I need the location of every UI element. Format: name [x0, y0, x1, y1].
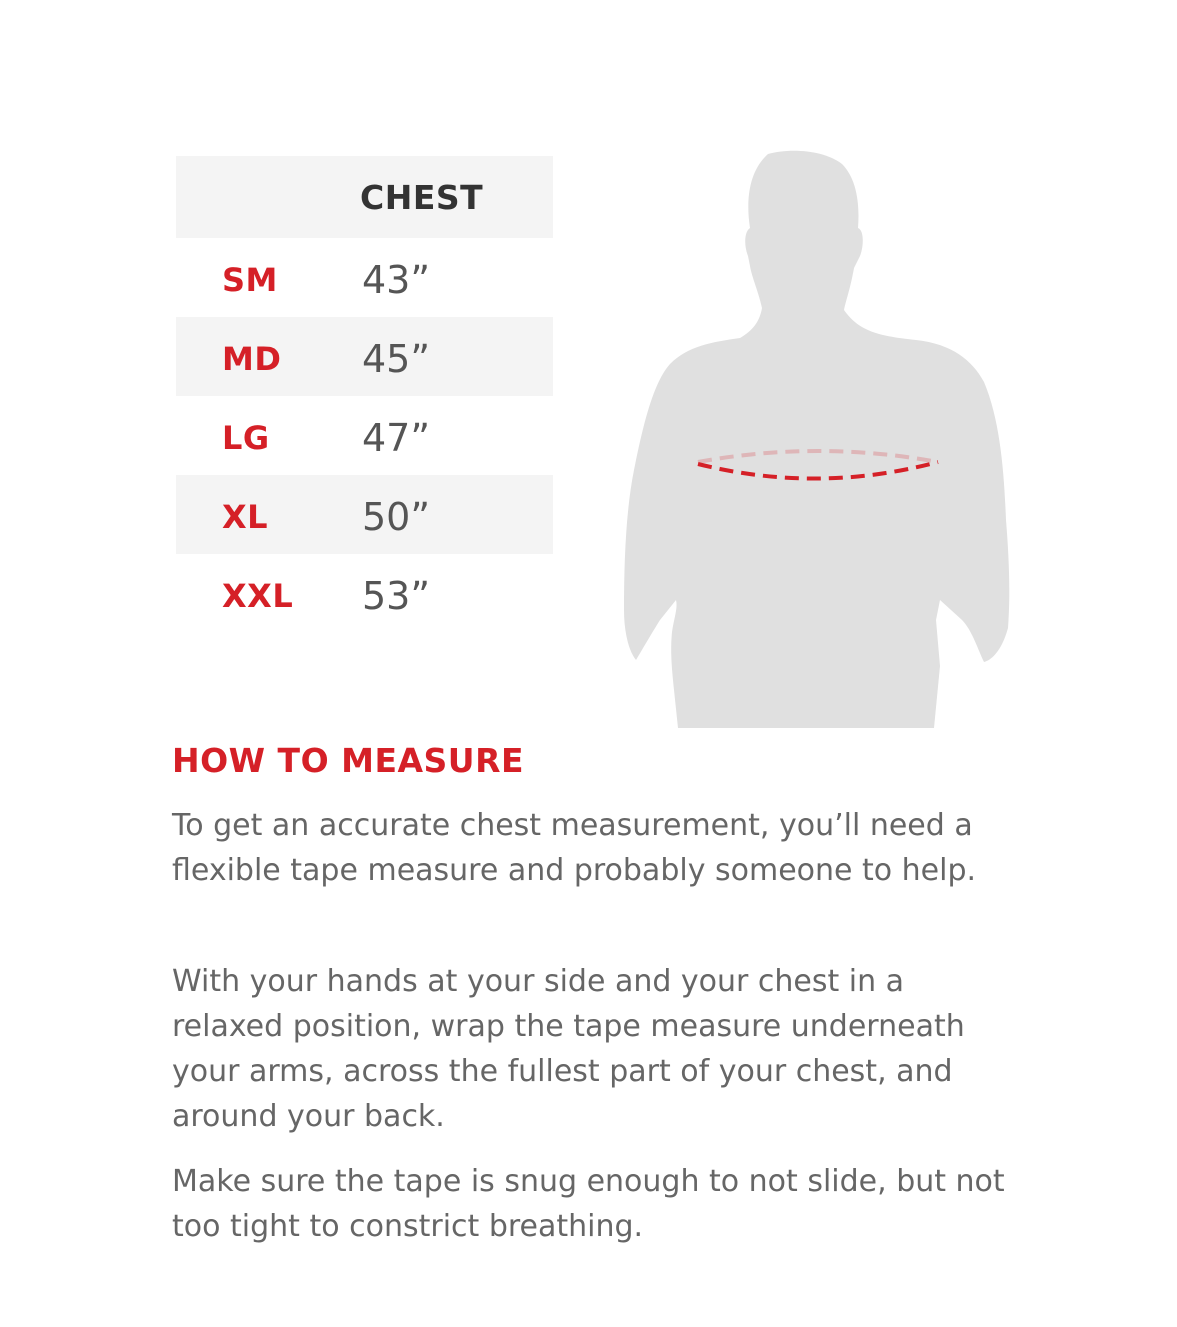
table-row	[176, 317, 553, 396]
size-chart-table	[176, 156, 553, 633]
chest-value: 43”	[362, 258, 431, 302]
size-label: LG	[222, 419, 270, 457]
chest-value: 53”	[362, 574, 431, 618]
instruction-paragraph: To get an accurate chest measurement, you’ll need a flexible tape measure and probably someone to help.	[172, 808, 977, 888]
size-label: MD	[222, 340, 282, 378]
table-row	[176, 238, 553, 317]
table-row	[176, 554, 553, 633]
size-label: XL	[222, 498, 269, 536]
person-silhouette-icon	[600, 150, 1030, 730]
chest-column-header: CHEST	[360, 178, 484, 217]
chest-value: 47”	[362, 416, 431, 460]
table-row	[176, 396, 553, 475]
chest-value: 50”	[362, 495, 431, 539]
silhouette-body	[624, 151, 1009, 728]
instruction-paragraph: With your hands at your side and your chest in a relaxed position, wrap the tape measure underneath your arms, across the fullest part of your chest, and around your back.	[172, 964, 965, 1134]
instruction-paragraph: Make sure the tape is snug enough to not slide, but not too tight to constrict breathing.	[172, 1164, 1005, 1244]
table-row	[176, 475, 553, 554]
table-header-row	[176, 156, 553, 238]
how-to-measure-heading: HOW TO MEASURE	[172, 741, 525, 780]
size-label: XXL	[222, 577, 294, 615]
chest-value: 45”	[362, 337, 431, 381]
size-label: SM	[222, 261, 278, 299]
